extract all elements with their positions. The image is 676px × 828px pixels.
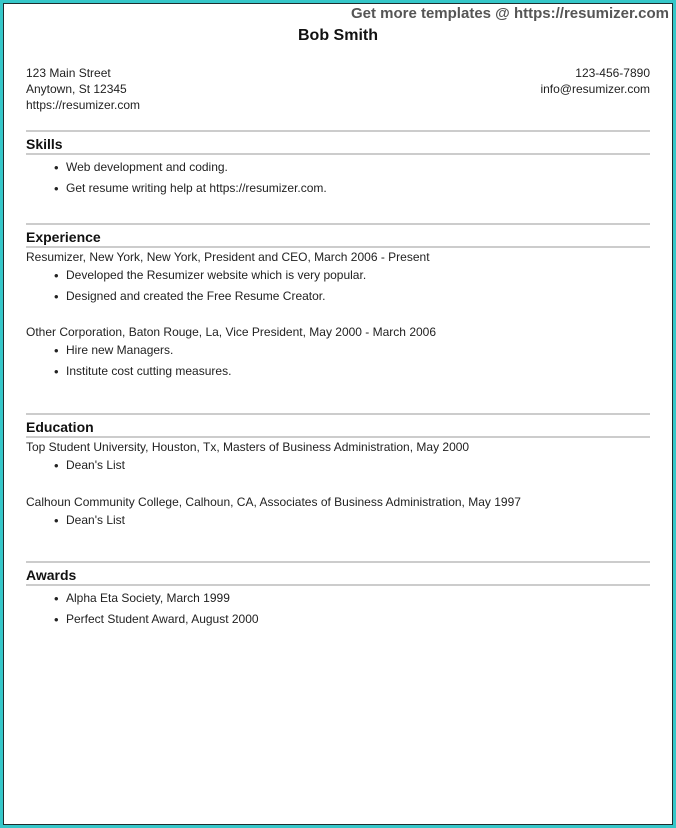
education-section [26,413,650,531]
experience-bullets [26,340,650,382]
address-line-1: 123 Main Street [26,66,111,80]
education-bullets [26,510,650,531]
list-item: • Dean's List [26,455,650,476]
experience-section [26,223,650,382]
resume-name: Bob Smith [298,27,378,44]
list-item: • Perfect Student Award, August 2000 [26,609,650,630]
list-item: • Developed the Resumizer website which is very popular. [26,265,650,286]
awards-section [26,561,650,630]
watermark-text: Get more templates @ https://resumizer.com [350,5,669,22]
skills-list [26,157,650,199]
skills-heading: Skills [26,130,650,155]
email-address: info@resumizer.com [540,82,650,96]
list-item: • Alpha Eta Society, March 1999 [26,588,650,609]
list-item: • Institute cost cutting measures. [26,361,650,382]
skills-section [26,130,650,199]
education-entry-title: Top Student University, Houston, Tx, Masters of Business Administration, May 2000 [26,440,470,454]
contact-left-block [26,65,140,113]
education-heading: Education [26,413,650,438]
education-entry-title: Calhoun Community College, Calhoun, CA, Associates of Business Administration, May 1997 [26,495,521,509]
address-line-2: Anytown, St 12345 [26,82,127,96]
website-text: https://resumizer.com [26,98,141,112]
list-item: • Designed and created the Free Resume Creator. [26,286,650,307]
spacer [26,307,650,323]
education-bullets [26,455,650,476]
spacer [26,476,650,493]
experience-heading: Experience [26,223,650,248]
contact-right-block [540,65,650,97]
awards-heading: Awards [26,561,650,586]
experience-entry-title: Resumizer, New York, New York, President and CEO, March 2006 - Present [26,250,430,264]
experience-bullets [26,265,650,307]
experience-entry-title: Other Corporation, Baton Rouge, La, Vice President, May 2000 - March 2006 [26,325,437,339]
list-item: • Dean's List [26,510,650,531]
phone-number: 123-456-7890 [575,66,650,80]
list-item: • Get resume writing help at https://resumizer.com. [26,178,650,199]
list-item: • Hire new Managers. [26,340,650,361]
awards-list [26,588,650,630]
list-item: • Web development and coding. [26,157,650,178]
